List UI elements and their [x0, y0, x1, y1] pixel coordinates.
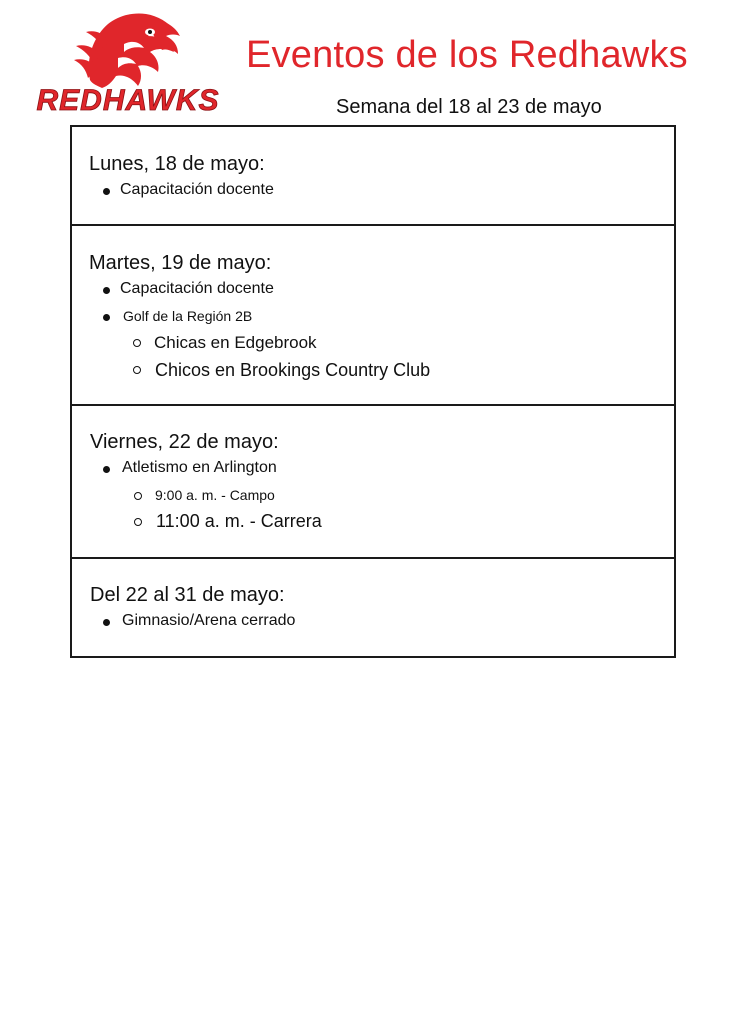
- event-subitem: 11:00 a. m. - Carrera: [156, 511, 322, 531]
- event-item: Golf de la Región 2B: [123, 308, 253, 324]
- event-item: Gimnasio/Arena cerrado: [122, 612, 296, 629]
- day-heading: Lunes, 18 de mayo:: [89, 153, 265, 175]
- page-subtitle: Semana del 18 al 23 de mayo: [336, 96, 602, 118]
- bullet-icon: [103, 188, 110, 195]
- bullet-icon: [103, 287, 110, 294]
- bullet-icon: [103, 619, 110, 626]
- circle-bullet-icon: [134, 518, 142, 526]
- day-heading: Viernes, 22 de mayo:: [90, 431, 279, 453]
- day-heading: Del 22 al 31 de mayo:: [90, 584, 285, 606]
- circle-bullet-icon: [133, 339, 141, 347]
- hawk-head-icon: [28, 10, 228, 118]
- circle-bullet-icon: [133, 366, 141, 374]
- circle-bullet-icon: [134, 492, 142, 500]
- event-subitem: 9:00 a. m. - Campo: [155, 487, 275, 503]
- event-item: Atletismo en Arlington: [122, 459, 277, 476]
- bullet-icon: [103, 466, 110, 473]
- day-section-range: [72, 559, 674, 656]
- event-subitem: Chicos en Brookings Country Club: [155, 360, 431, 380]
- event-item: Capacitación docente: [120, 280, 274, 297]
- day-heading: Martes, 19 de mayo:: [89, 252, 272, 274]
- event-subitem: Chicas en Edgebrook: [154, 333, 317, 352]
- day-section-friday: [72, 406, 674, 559]
- bullet-icon: [103, 314, 110, 321]
- day-section-tuesday: [72, 226, 674, 406]
- day-section-monday: [72, 127, 674, 226]
- redhawks-logo: [28, 10, 228, 118]
- logo-wordmark: REDHAWKS: [36, 84, 220, 117]
- events-table: [70, 125, 676, 658]
- event-item: Capacitación docente: [120, 181, 274, 198]
- page-title: Eventos de los Redhawks: [246, 34, 688, 76]
